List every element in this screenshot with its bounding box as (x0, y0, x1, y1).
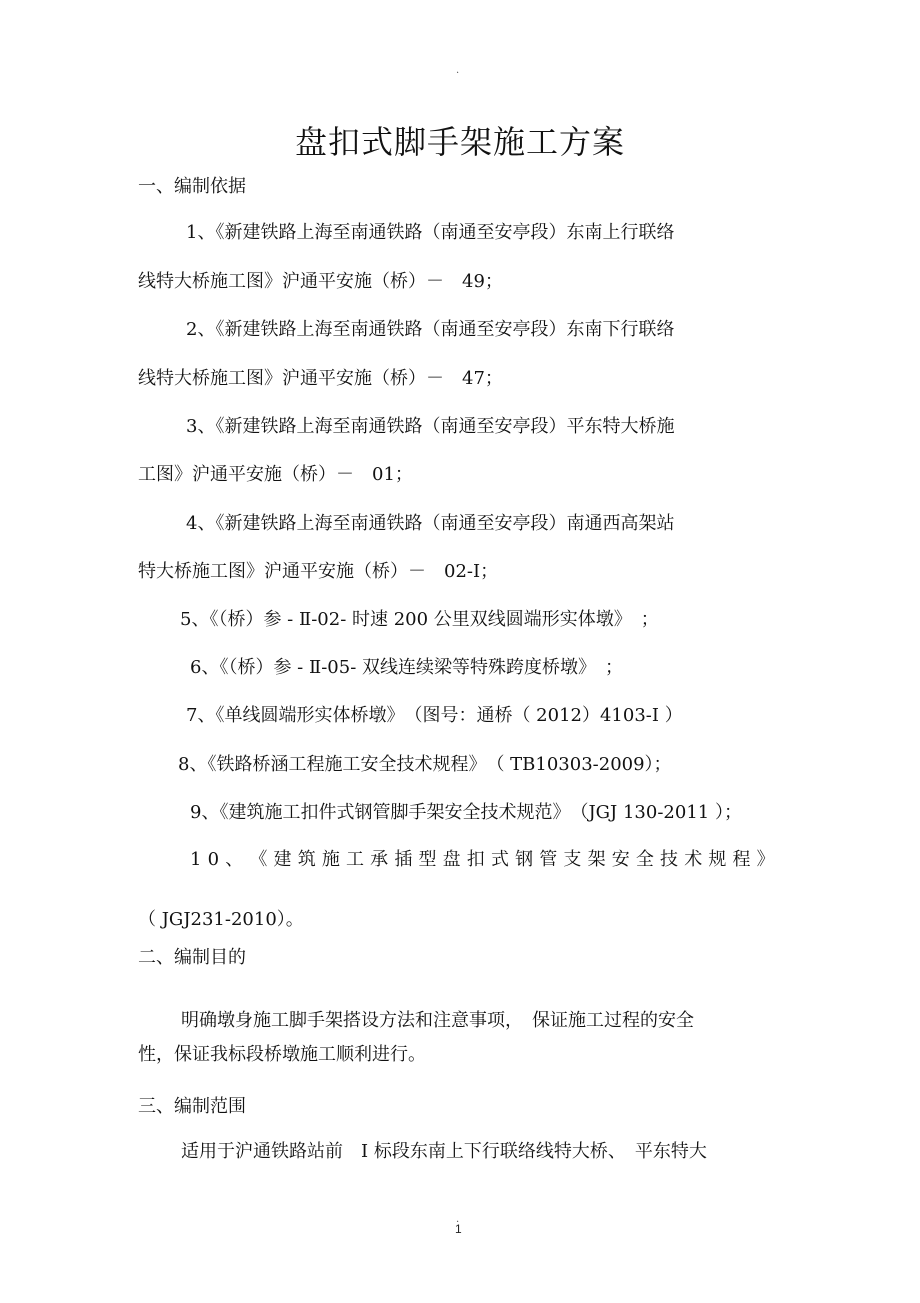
document-title: 盘扣式脚手架施工方案 (294, 123, 625, 161)
basis-item-8: 8、《铁路桥涵工程施工安全技术规程》 （ TB10303-2009）； (178, 754, 672, 775)
page-number: 1 (455, 1222, 462, 1236)
basis-item-2-line-1: 2、《新建铁路上海至南通铁路（南通至安亭段）东南下行联络 (186, 319, 675, 340)
basis-item-1-line-1: 1、《新建铁路上海至南通铁路（南通至安亭段）东南上行联络 (186, 222, 675, 243)
basis-item-6: 6、《（桥）参 - Ⅱ-05- 双线连续梁等特殊跨度桥墩》 ； (190, 657, 623, 678)
basis-item-9: 9、《建筑施工扣件式钢管脚手架安全技术规范》 （JGJ 130-2011 ）； (190, 802, 742, 823)
footer-mark: . (456, 1214, 460, 1225)
section-heading-basis: 一、编制依据 (138, 176, 246, 197)
basis-item-1-line-2: 线特大桥施工图》沪通平安施（桥）－ 49； (138, 271, 503, 292)
basis-item-7: 7、《单线圆端形实体桥墩》 （图号：通桥（ 2012）4103-I ） (186, 705, 683, 726)
basis-item-10-line-2: （ JGJ231-2010）。 (138, 909, 304, 930)
header-mark: . (456, 65, 460, 76)
basis-item-2-line-2: 线特大桥施工图》沪通平安施（桥）－ 47； (138, 368, 503, 389)
basis-item-5: 5、《（桥）参 - Ⅱ-02- 时速 200 公里双线圆端形实体墩》 ； (180, 609, 659, 630)
section-heading-purpose: 二、编制目的 (138, 947, 246, 968)
basis-item-3-line-1: 3、《新建铁路上海至南通铁路（南通至安亭段）平东特大桥施 (186, 416, 675, 437)
section-heading-scope: 三、编制范围 (138, 1096, 246, 1117)
purpose-paragraph-line-2: 性，保证我标段桥墩施工顺利进行。 (138, 1044, 426, 1065)
purpose-paragraph-line-1: 明确墩身施工脚手架搭设方法和注意事项， 保证施工过程的安全 (181, 1010, 694, 1031)
basis-item-4-line-2: 特大桥施工图》沪通平安施（桥）－ 02-I； (138, 561, 499, 582)
basis-item-4-line-1: 4、《新建铁路上海至南通铁路（南通至安亭段）南通西高架站 (186, 513, 675, 534)
basis-item-10-line-1: 1 0 、 《 建 筑 施 工 承 插 型 盘 扣 式 钢 管 支 架 安 全 技 术 规 程 》 (190, 849, 775, 870)
scope-paragraph-line-1: 适用于沪通铁路站前 I 标段东南上下行联络线特大桥、 平东特大 (181, 1141, 707, 1162)
basis-item-3-line-2: 工图》沪通平安施（桥）－ 01； (138, 464, 413, 485)
